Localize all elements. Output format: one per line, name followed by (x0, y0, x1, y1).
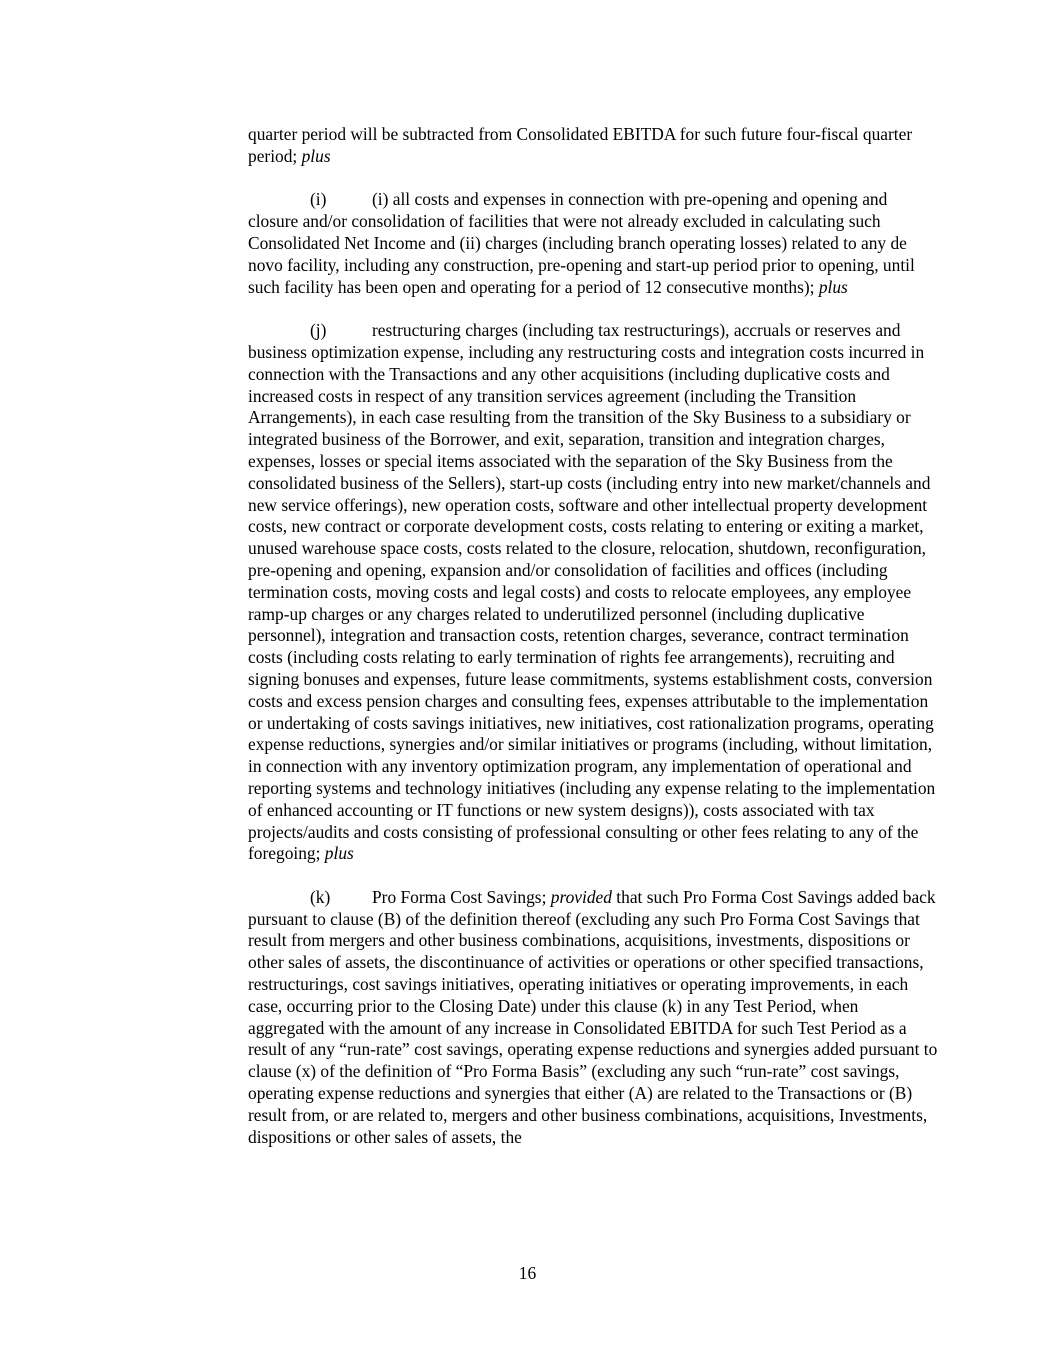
clause-number: (k) (310, 886, 331, 907)
provided-word: provided (550, 886, 612, 907)
paragraph-intro-text: quarter period will be subtracted from Consolidated EBITDA for such future four-fiscal quarter period; (248, 124, 913, 166)
paragraph-k (248, 887, 938, 1149)
plus-word: plus (818, 276, 848, 297)
clause-number: (i) (310, 189, 327, 210)
paragraph-intro (248, 124, 938, 168)
paragraph-i-text: (i) all costs and expenses in connection with pre-opening and opening and closure and/or consolidation of facilities that were not already excluded in calculating such Consolidated Net Income and (ii) charges (including branch operating losses) related to any de novo facility, including any construction, pre-opening and start-up period prior to opening, until such facility has been open and operating for a period of 12 consecutive months); (248, 189, 915, 297)
document-body (248, 124, 938, 1170)
paragraph-j (248, 320, 938, 865)
paragraph-k-lead: Pro Forma Cost Savings; (372, 886, 551, 907)
clause-number: (j) (310, 320, 327, 341)
paragraph-j-text: restructuring charges (including tax restructurings), accruals or reserves and business optimization expense, including any restructuring costs and integration costs incurred in connection with the Transactions and any other acquisitions (including duplicative costs and increased costs in respect of any transition services agreement (including the Transition Arrangements), in each case resulting from the transition of the Sky Business to a subsidiary or integrated business of the Borrower, and exit, separation, transition and integration charges, expenses, losses or special items associated with the separation of the Sky Business from the consolidated business of the Sellers), start-up costs (including entry into new market/channels and new service offerings), new operation costs, software and other intellectual property development costs, new contract or corporate development costs, costs relating to entering or exiting a market, unused warehouse space costs, costs related to the closure, relocation, shutdown, reconfiguration, pre-opening and opening, expansion and/or consolidation of facilities and offices (including termination costs, moving costs and legal costs) and costs to relocate employees, any employee ramp-up charges or any charges related to underutilized personnel (including duplicative personnel), integration and transaction costs, retention charges, severance, contract termination costs (including costs relating to early termination of rights fee arrangements), recruiting and signing bonuses and expenses, future lease commitments, systems establishment costs, conversion costs and excess pension charges and consulting fees, expenses attributable to the implementation or undertaking of costs savings initiatives, new initiatives, cost rationalization programs, operating expense reductions, synergies and/or similar initiatives or programs (including, without limitation, in connection with any inventory optimization program, any implementation of operational and reporting systems and technology initiatives (including any expense relating to the implementation of enhanced accounting or IT functions or new system designs)), costs associated with tax projects/audits and costs consisting of professional consulting or other fees relating to any of the foregoing; (248, 320, 936, 864)
plus-word: plus (301, 145, 331, 166)
paragraph-k-text: that such Pro Forma Cost Savings added back pursuant to clause (B) of the definition thereof (excluding any such Pro Forma Cost Savings that result from mergers and other business combinations, acquisitions, investments, dispositions or other sales of assets, the discontinuance of activities or operations or other specified transactions, restructurings, cost savings initiatives, operating initiatives or operating improvements, in each case, occurring prior to the Closing Date) under this clause (k) in any Test Period, when aggregated with the amount of any increase in Consolidated EBITDA for such Test Period as a result of any “run-rate” cost savings, operating expense reductions and synergies added pursuant to clause (x) of the definition of “Pro Forma Basis” (excluding any such “run-rate” cost savings, operating expense reductions and synergies that either (A) are related to the Transactions or (B) result from, or are related to, mergers and other business combinations, acquisitions, Investments, dispositions or other sales of assets, the (248, 886, 938, 1147)
plus-word: plus (324, 843, 354, 864)
paragraph-i (248, 189, 938, 298)
page-number: 16 (518, 1263, 537, 1283)
